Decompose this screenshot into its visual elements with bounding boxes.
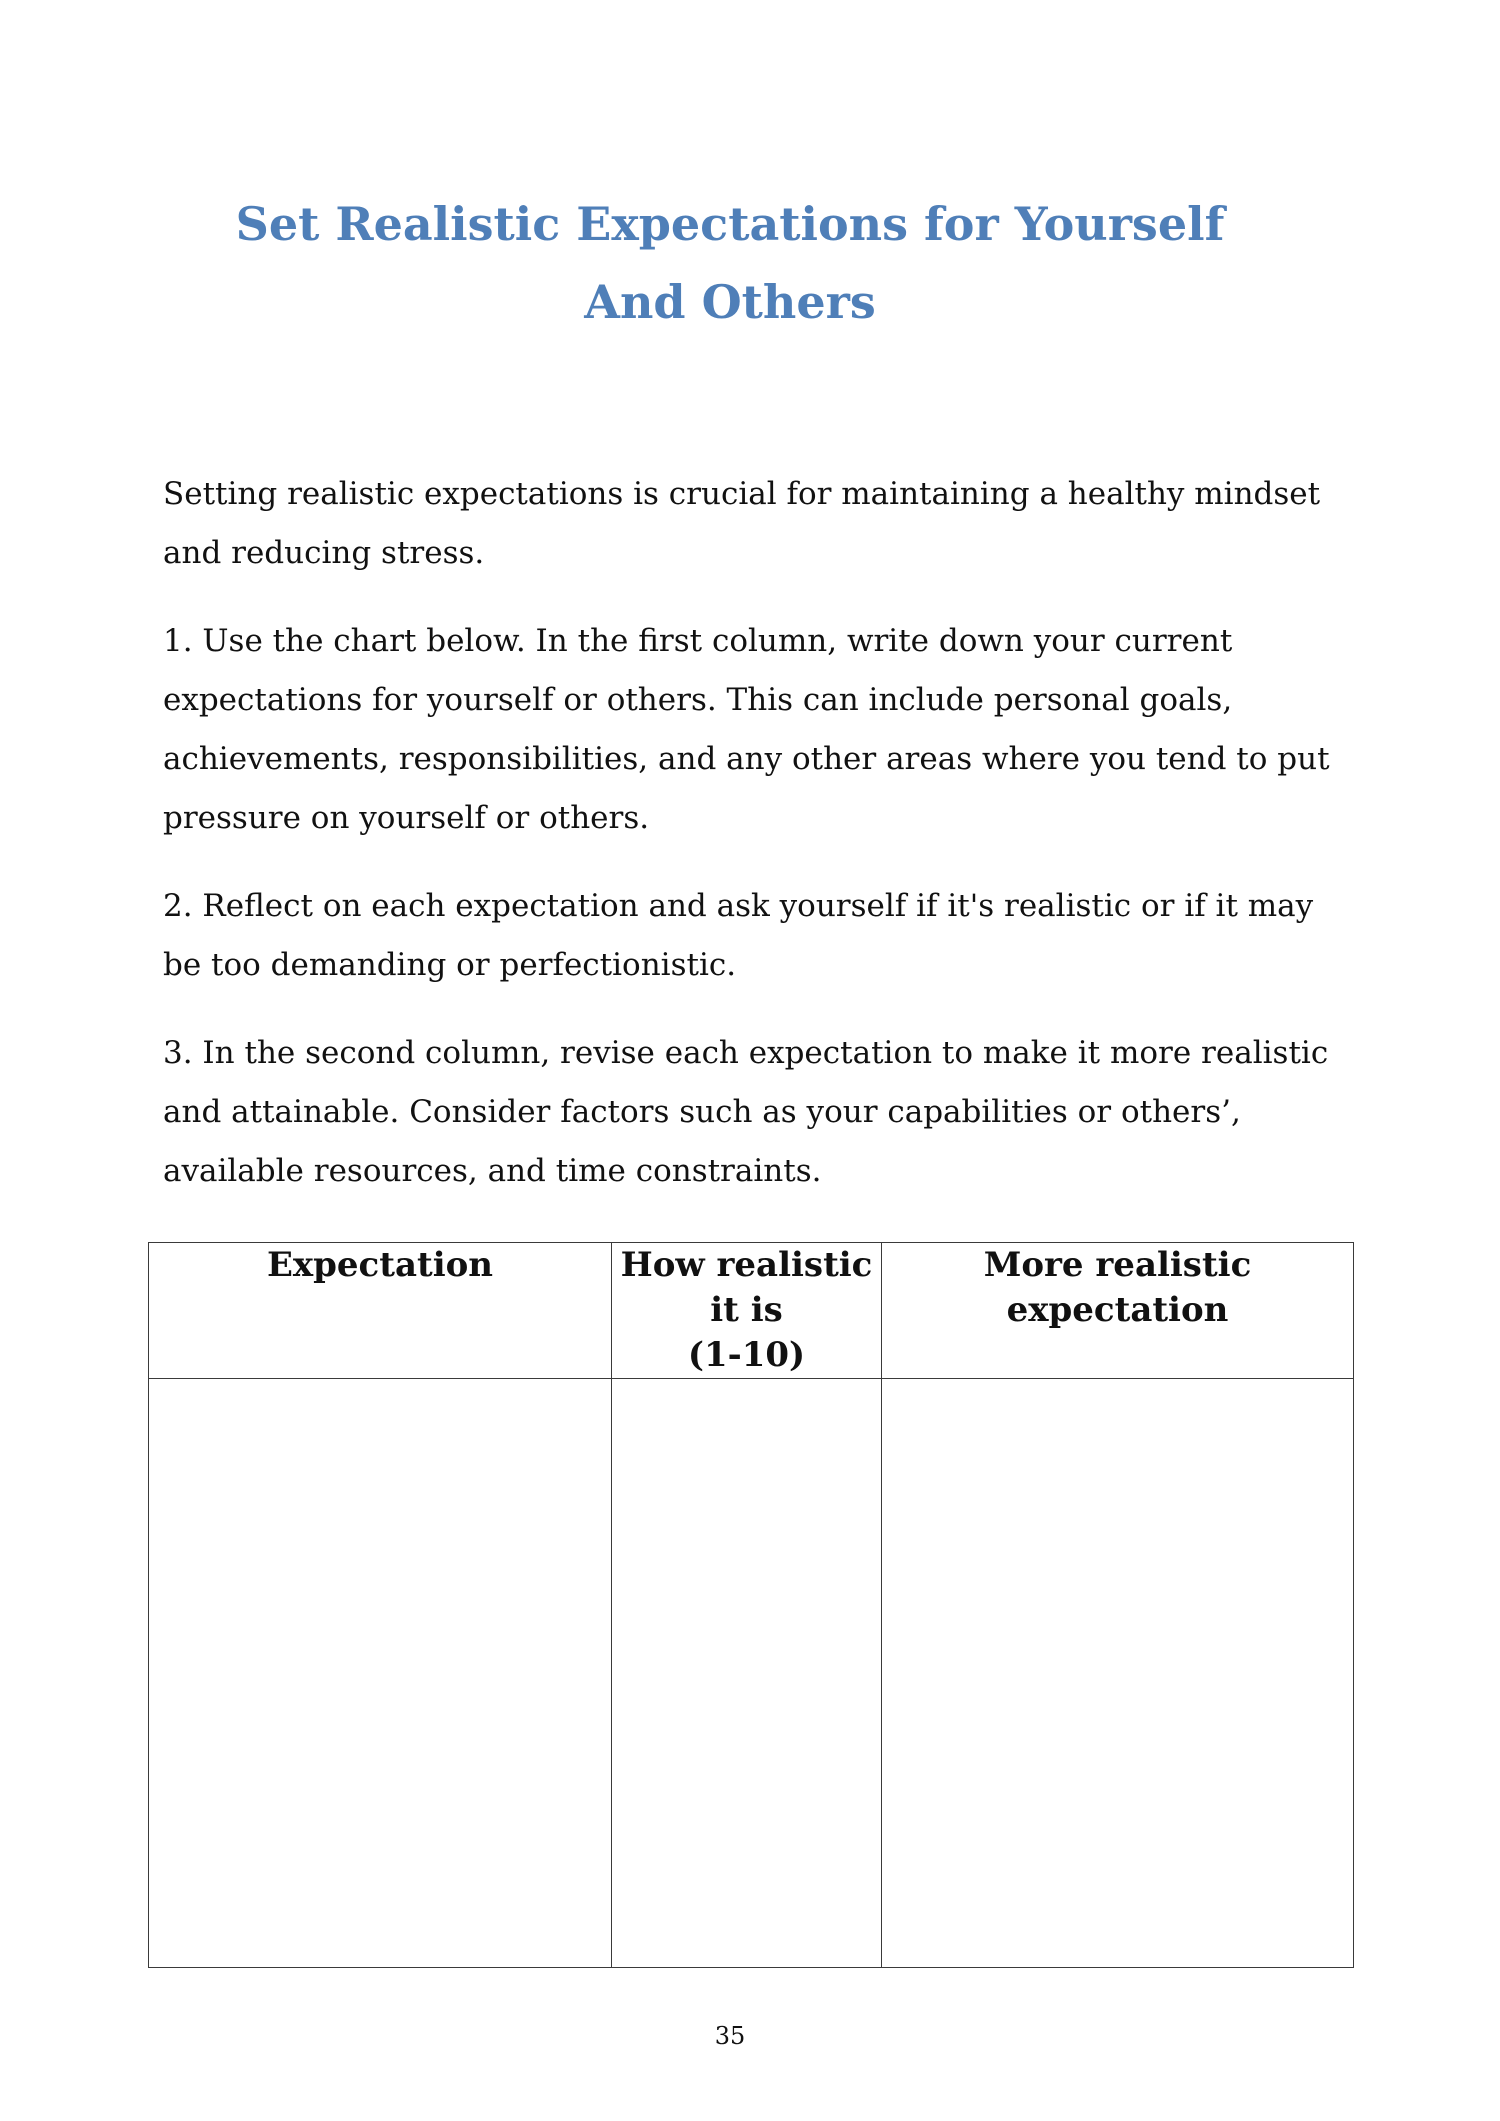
column-header-expectation: Expectation [149,1243,612,1379]
table-row [149,1379,1354,1968]
instruction-step-3: 3. In the second column, revise each expectation to make it more realistic and attainable. Consider factors such as your capabilities or others’, available resources, and time constraints. [163,1035,1329,1189]
intro-paragraph: Setting realistic expectations is crucial for maintaining a healthy mindset and reducing stress. [163,476,1321,571]
page-number: 35 [714,2022,746,2050]
instruction-step-1: 1. Use the chart below. In the first column, write down your current expectations for yourself or others. This can include personal goals, achievements, responsibilities, and any other areas where you tend to put pressure on yourself or others. [163,623,1330,836]
column-header-how-realistic: How realistic it is (1-10) [612,1243,882,1379]
column-header-more-realistic-expectation: More realistic expectation [882,1243,1354,1379]
page-title: Set Realistic Expectations for Yourself And Others [235,197,1225,329]
realism-rating-cell[interactable] [612,1379,882,1968]
table-header-row [149,1243,1354,1379]
expectation-entry-cell[interactable] [149,1379,612,1968]
body-text [163,465,1343,1230]
instruction-step-2: 2. Reflect on each expectation and ask yourself if it's realistic or if it may be too demanding or perfectionistic. [163,888,1314,983]
revised-expectation-cell[interactable] [882,1379,1354,1968]
expectations-worksheet-table [148,1242,1354,1968]
